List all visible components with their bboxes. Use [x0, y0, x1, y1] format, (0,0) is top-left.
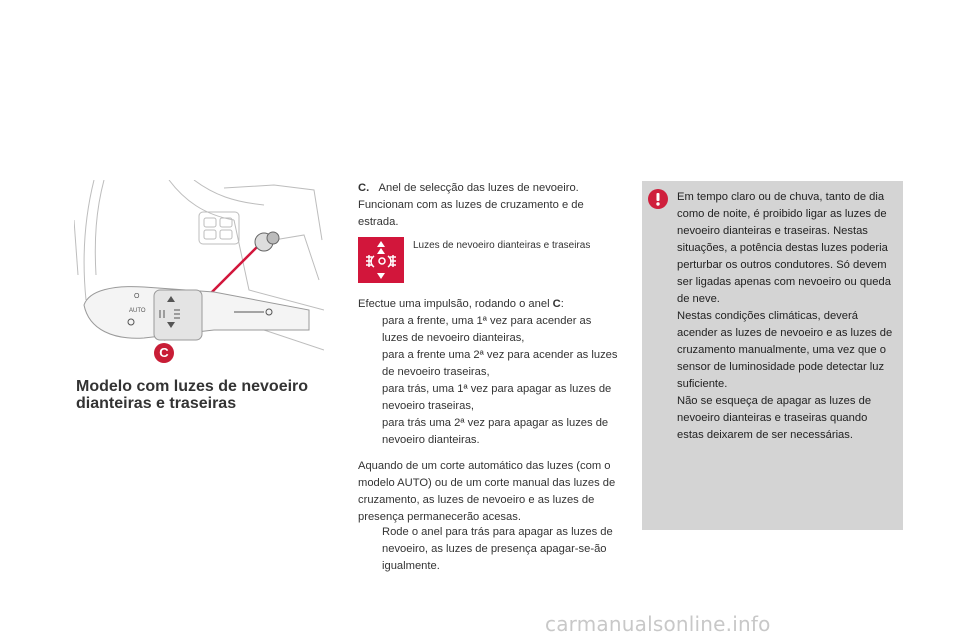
svg-text:O: O — [134, 293, 140, 300]
instructions-intro — [358, 296, 620, 313]
instructions-list — [358, 313, 620, 449]
warning-paragraph: Em tempo claro ou de chuva, tanto de dia como de noite, é proibido ligar as luzes de nevoeiro dianteiras e traseiras. Nestas situações, a potência destas luzes poderia perturbar os outros condutores. Só devem ser ligadas apenas com nevoeiro ou queda de neve. — [677, 191, 891, 305]
c-label: C. — [358, 182, 370, 194]
front-rear-fog-light-icon — [358, 237, 404, 283]
list-item: para a frente uma 2ª vez para acender as luzes de nevoeiro traseiras, — [382, 349, 618, 378]
intro-suffix: : — [560, 298, 564, 310]
list-item: para trás, uma 1ª vez para apagar as luzes de nevoeiro traseiras, — [382, 383, 612, 412]
warning-exclamation-icon — [648, 189, 668, 209]
c-description — [358, 180, 620, 231]
list-item: para a frente, uma 1ª vez para acender as luzes de nevoeiro dianteiras, — [382, 315, 592, 344]
list-item: para trás uma 2ª vez para apagar as luzes de nevoeiro dianteiras. — [382, 417, 609, 446]
c-description-text: Anel de selecção das luzes de nevoeiro. Funcionam com as luzes de cruzamento e de estrada. — [358, 182, 584, 228]
callout-c-badge: C — [154, 343, 174, 363]
intro-ring-label: C — [552, 298, 561, 310]
fog-indicator-caption: Luzes de nevoeiro dianteiras e traseiras — [413, 240, 591, 251]
warning-paragraph: Não se esqueça de apagar as luzes de nevoeiro dianteiras e traseiras quando estas deixarem de ser necessárias. — [677, 395, 872, 441]
intro-prefix: Efectue uma impulsão, rodando o anel — [358, 298, 550, 310]
warning-text — [677, 189, 895, 444]
svg-text:AUTO: AUTO — [129, 308, 146, 314]
section-title: Modelo com luzes de nevoeiro dianteiras e traseiras — [76, 378, 309, 412]
list-item: Rode o anel para trás para apagar as luzes de nevoeiro, as luzes de presença apagar-se-ão igualmente. — [382, 526, 613, 572]
watermark: carmanualsonline.info — [545, 612, 771, 636]
warning-paragraph: Nestas condições climáticas, deverá acender as luzes de nevoeiro e as luzes de cruzamento manualmente, uma vez que o sensor de luminosidade pode detectar luz suficiente. — [677, 310, 893, 390]
fog-light-stalk-illustration — [74, 180, 324, 370]
auto-paragraph: Aquando de um corte automático das luzes (com o modelo AUTO) ou de um corte manual das luzes de cruzamento, as luzes de nevoeiro e as luzes de presença permanecerão acesas. — [358, 460, 616, 523]
auto-instructions-list — [358, 524, 620, 575]
